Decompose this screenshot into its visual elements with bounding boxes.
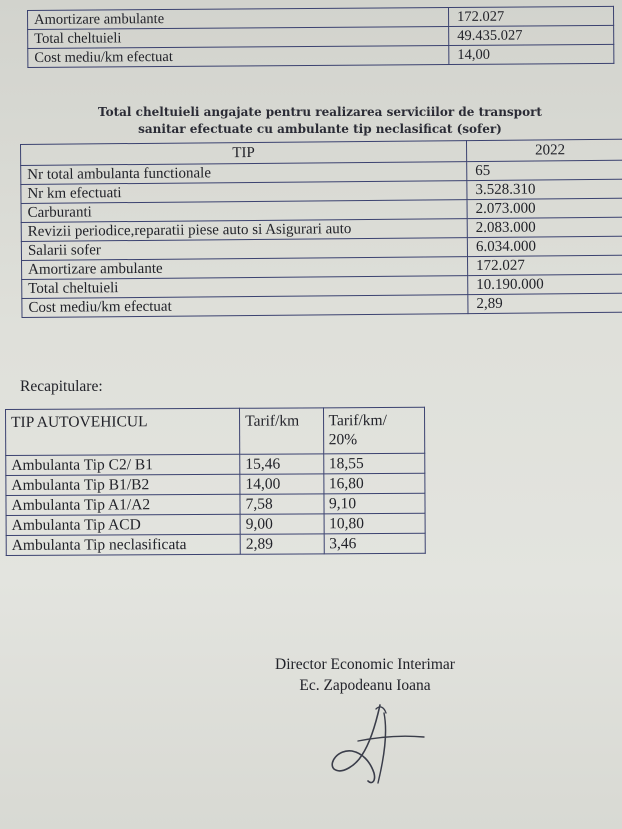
cell-tarif-20: 18,55 <box>323 453 425 474</box>
row-value: 10.190.000 <box>468 274 622 294</box>
row-label: Total cheltuieli <box>28 27 449 49</box>
row-value: 172.027 <box>448 6 613 26</box>
header-tarif-km-20-line2: 20% <box>328 431 358 449</box>
row-value: 2,89 <box>468 293 622 313</box>
row-value: 3.528.310 <box>467 179 622 199</box>
row-value: 172.027 <box>467 255 622 275</box>
cell-tarif-20: 3,46 <box>324 533 426 554</box>
row-label: Cost mediu/km efectuat <box>28 46 449 68</box>
header-tarif-km: Tarif/km <box>240 408 324 454</box>
header-tip-autovehicul: TIP AUTOVEHICUL <box>6 408 240 455</box>
cell-tarif-20: 9,10 <box>323 493 425 514</box>
header-tarif-km-20 <box>323 407 425 454</box>
table-row <box>6 473 425 495</box>
signatory-title: Director Economic Interimar <box>275 656 455 673</box>
cost-table-neclasificat <box>20 139 622 318</box>
cell-tip: Ambulanta Tip C2/ B1 <box>6 454 240 475</box>
header-year: 2022 <box>466 139 622 161</box>
table-header-row <box>6 407 425 455</box>
row-value: 14,00 <box>449 44 614 64</box>
tariff-table <box>5 407 426 556</box>
row-label: Amortizare ambulante <box>22 257 468 280</box>
row-label: Nr km efectuati <box>21 181 467 204</box>
row-label: Cost mediu/km efectuat <box>22 295 468 318</box>
cell-tarif: 9,00 <box>240 514 323 534</box>
cell-tarif-20: 10,80 <box>324 513 426 534</box>
table-row <box>6 453 425 475</box>
header-tarif-km-20-line1: Tarif/km/ <box>328 412 387 430</box>
row-label: Total cheltuieli <box>22 276 468 299</box>
recap-label: Recapitulare: <box>20 378 103 395</box>
cell-tarif: 15,46 <box>240 454 323 474</box>
row-value: 49.435.027 <box>449 25 614 45</box>
cell-tarif: 7,58 <box>240 494 323 514</box>
cell-tip: Ambulanta Tip ACD <box>6 514 240 535</box>
cell-tarif: 14,00 <box>240 474 323 494</box>
row-label: Amortizare ambulante <box>28 8 449 30</box>
signatory-name: Ec. Zapodeanu Ioana <box>299 677 431 694</box>
row-label: Nr total ambulanta functionale <box>21 162 467 185</box>
heading-line-1: Total cheltuieli angajate pentru realizarea serviciilor de transport <box>98 105 542 119</box>
table-row <box>6 493 425 515</box>
row-value: 2.073.000 <box>467 198 622 218</box>
header-tip: TIP <box>21 141 467 166</box>
cell-tip: Ambulanta Tip B1/B2 <box>6 474 240 495</box>
cell-tip: Ambulanta Tip neclasificata <box>6 534 240 555</box>
row-label: Carburanti <box>21 200 467 223</box>
signature-block <box>250 654 480 696</box>
cell-tip: Ambulanta Tip A1/A2 <box>6 494 240 515</box>
table-row <box>6 533 425 555</box>
cell-tarif-20: 16,80 <box>323 473 425 494</box>
row-label: Salarii sofer <box>21 238 467 261</box>
row-label: Revizii periodice,reparatii piese auto si Asigurari auto <box>21 219 467 242</box>
row-value: 6.034.000 <box>467 236 622 256</box>
table-row <box>6 513 425 535</box>
cell-tarif: 2,89 <box>240 534 323 554</box>
row-value: 2.083.000 <box>467 217 622 237</box>
row-value: 65 <box>467 160 622 180</box>
heading-line-2: sanitar efectuate cu ambulante tip neclasificat (sofer) <box>138 122 502 136</box>
cost-table-top <box>27 6 614 68</box>
section-heading <box>60 104 580 138</box>
handwritten-signature-icon <box>318 703 428 788</box>
table-row <box>28 44 614 67</box>
